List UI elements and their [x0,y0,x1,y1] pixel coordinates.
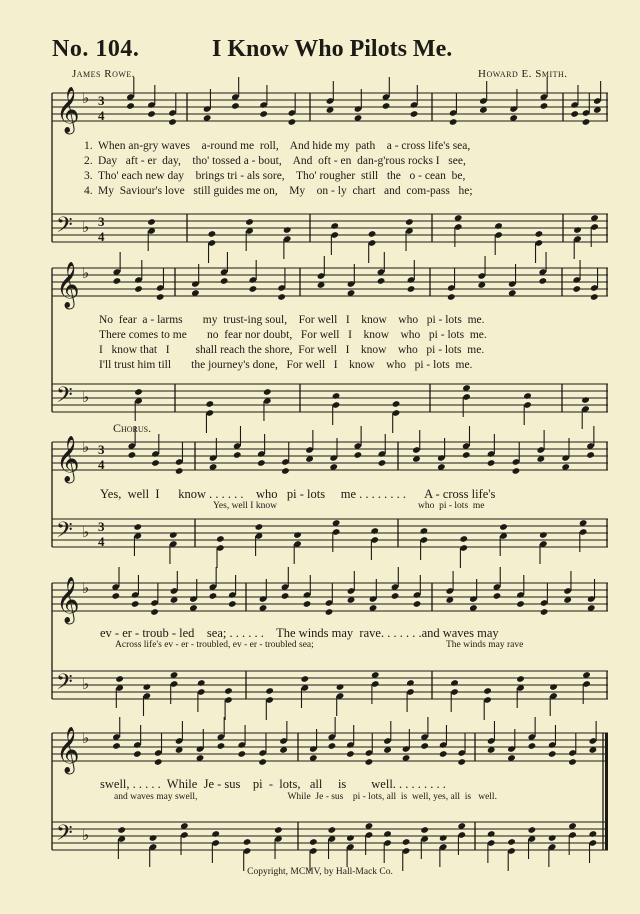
system-5-treble-notehead [548,750,557,758]
system-5-treble-notehead [346,750,355,758]
system-1-treble-notehead [449,118,458,126]
system-3-treble-flat: ♭ [82,438,90,456]
system-5-bass-notehead [149,834,158,842]
system-2-bass-notehead [134,388,143,396]
system-4-bass-flat: ♭ [82,675,90,693]
system-4-treble-notehead [209,592,218,600]
system-3-treble-notehead [233,451,242,459]
system-1-treble-flat: ♭ [82,89,90,107]
system-1-bass-notehead [147,218,156,226]
system-2-treble-notehead [590,293,599,301]
system-3-bass-notehead [255,523,264,531]
system-5-bass-clef: 𝄢 [56,821,73,851]
system-4-treble-notehead [516,600,525,608]
system-3-bass-notehead [216,535,225,543]
system-3-treble-notehead [151,459,160,467]
system-1-bass-flat: ♭ [82,218,90,236]
system-1-treble-notehead [259,110,268,118]
system-4-bass-notehead [142,683,151,691]
verse-1-line-1: 1. When an-gry waves a-round me roll, And hide my path a - cross life's sea, [84,140,471,152]
system-3-treble-clef: 𝄞 [56,436,80,482]
system-4-bass-notehead [406,679,415,687]
system-2-treble-notehead [134,285,143,293]
system-5-bass-notehead [420,826,429,834]
system-2-treble-notehead [156,293,165,301]
system-4-treble-notehead [413,600,422,608]
system-5-bass-notehead [328,826,337,834]
system-4-bass-notehead [224,687,233,695]
system-2-treble-notehead [249,285,258,293]
system-1-treble-notehead [382,102,391,110]
verse-3-line-1: 3. Tho' each new day brings tri - als sore, Tho' rougher still the o - cean be, [84,170,466,182]
system-2-treble-notehead [447,293,456,301]
system-1-bass-notehead [245,218,254,226]
system-2-treble-notehead [377,277,386,285]
system-3-treble-notehead [487,459,496,467]
verse-2-line-1: 2. Day aft - er day, tho' tossed a - bout, And oft - en dan-g'rous rocks I see, [84,155,466,167]
system-3-bass-notehead [169,531,178,539]
chorus-line-2-sub-b: The winds may rave [446,640,524,650]
system-5-treble-flat: ♭ [82,729,90,747]
system-5-bass-notehead [117,826,126,834]
system-5-treble-notehead [420,742,429,750]
system-4-treble-notehead [493,592,502,600]
system-5-treble-notehead [112,742,121,750]
chorus-line-2: ev - er - troub - led sea; . . . . . . The winds may rave. . . . . . .and waves may [100,626,499,640]
system-4-treble-notehead [325,608,334,616]
system-5-treble-notehead [154,758,163,766]
system-1-bass-notehead [208,230,217,238]
system-4-treble-notehead [391,592,400,600]
chorus-line-1-sub-b: who pi - lots me [418,501,485,511]
system-4-treble-notehead [131,600,140,608]
system-4-treble-notehead [150,608,159,616]
verse-4-line-2: I'll trust him till the journey's done, For well I know who pi - lots me. [99,359,473,371]
system-3-treble-time-bottom: 4 [98,457,105,472]
system-1-treble-notehead [288,118,297,126]
system-1-bass-notehead [494,222,503,230]
system-3-bass-time-bottom: 4 [98,534,105,549]
system-2-treble-notehead [538,277,547,285]
system-4-bass-notehead [450,679,459,687]
system-3-bass-clef: 𝄢 [56,518,73,548]
system-1-bass-notehead [283,226,292,234]
system-4-treble-clef: 𝄞 [56,577,80,623]
system-1-bass-clef: 𝄢 [56,213,73,243]
system-2-bass-flat: ♭ [82,388,90,406]
system-5-bass-notehead [383,830,392,838]
system-4-bass-notehead [115,675,124,683]
system-1-bass-notehead [368,230,377,238]
copyright-notice: Copyright, MCMV, by Hall-Mack Co. [247,867,393,877]
system-1-treble-notehead [410,110,419,118]
system-3-treble-notehead [128,451,137,459]
system-5-bass-notehead [589,830,598,838]
hymn-number: No. 104. [52,36,140,62]
system-3-bass-flat: ♭ [82,523,90,541]
composer-credit: Howard E. Smith. [478,68,568,80]
system-1-treble-clef: 𝄞 [56,87,80,133]
system-1-treble-notehead [582,118,591,126]
system-4-bass-notehead [197,679,206,687]
system-5-treble-notehead [528,742,537,750]
system-3-treble-notehead [378,459,387,467]
system-5-bass-notehead [439,834,448,842]
system-4-treble-notehead [281,592,290,600]
system-2-bass-notehead [581,396,590,404]
system-5-treble-notehead [258,758,267,766]
system-5-treble-notehead [457,758,466,766]
system-5-bass-notehead [309,838,318,846]
system-1-bass-time-bottom: 4 [98,229,105,244]
system-2-bass-clef: 𝄢 [56,383,73,413]
system-1-treble-notehead [570,110,579,118]
system-1-bass-notehead [330,222,339,230]
system-5-bass-notehead [487,830,496,838]
system-1-treble-time-top: 3 [98,93,105,108]
system-4-bass-clef: 𝄢 [56,670,73,700]
system-5-bass-notehead [402,838,411,846]
system-2-treble-notehead [572,285,581,293]
verse-1-line-2: No fear a - larms my trust-ing soul, For well I know who pi - lots me. [99,314,485,326]
verse-4-line-1: 4. My Saviour's love still guides me on, My on - ly chart and com-pass he; [84,185,473,197]
system-5-bass-notehead [346,834,355,842]
system-2-treble-notehead [220,277,229,285]
system-4-treble-notehead [540,608,549,616]
system-1-bass-notehead [535,230,544,238]
final-barline-thick [605,733,608,850]
system-3-treble-notehead [462,451,471,459]
system-3-treble-notehead [281,467,290,475]
system-3-treble-time-top: 3 [98,442,105,457]
system-1-bass-time-top: 3 [98,214,105,229]
system-2-treble-notehead [277,293,286,301]
lyricist-credit: James Rowe. [72,68,136,80]
system-5-bass-notehead [528,826,537,834]
system-5-bass-notehead [507,838,516,846]
system-2-treble-flat: ♭ [82,264,90,282]
system-4-treble-notehead [303,600,312,608]
system-1-treble-notehead [168,118,177,126]
system-3-bass-notehead [133,523,142,531]
system-5-treble-notehead [439,750,448,758]
system-2-bass-notehead [523,392,532,400]
system-2-bass-notehead [263,388,272,396]
system-4-bass-notehead [549,683,558,691]
system-4-treble-notehead [111,592,120,600]
system-3-bass-time-top: 3 [98,519,105,534]
chorus-line-3: swell, . . . . . While Je - sus pi - lots, all is well. . . . . . . . . [100,777,446,791]
system-5-treble-notehead [133,750,142,758]
chorus-line-2-sub-a: Across life's ev - er - troubled, ev - er - troubled sea; [115,640,314,650]
system-2-bass-notehead [332,392,341,400]
system-3-bass-notehead [370,527,379,535]
system-5-treble-clef: 𝄞 [56,727,80,773]
chorus-line-1: Yes, well I know . . . . . . who pi - lots me . . . . . . . . A - cross life's [100,487,496,501]
system-1-bass-notehead [573,226,582,234]
system-3-treble-notehead [586,451,595,459]
system-1-treble-notehead [147,110,156,118]
system-5-treble-notehead [217,742,226,750]
system-3-treble-notehead [257,459,266,467]
system-3-bass-notehead [499,523,508,531]
system-2-bass-notehead [205,400,214,408]
system-5-treble-notehead [328,742,337,750]
system-5-bass-notehead [274,826,283,834]
chorus-label: Chorus. [113,421,152,435]
system-5-treble-notehead [568,758,577,766]
system-3-treble-notehead [175,467,184,475]
system-5-bass-notehead [548,834,557,842]
system-4-bass-notehead [265,687,274,695]
system-5-treble-notehead [237,750,246,758]
system-2-bass-notehead [392,400,401,408]
system-5-bass-notehead [211,830,220,838]
system-1-treble-notehead [231,102,240,110]
system-1-treble-notehead [540,102,549,110]
chorus-line-1-sub-a: Yes, well I know [213,501,277,511]
system-3-bass-notehead [539,531,548,539]
system-3-bass-notehead [293,531,302,539]
system-2-treble-notehead [113,277,122,285]
system-5-treble-notehead [365,758,374,766]
verse-2-line-2: There comes to me no fear nor doubt, For well I know who pi - lots me. [99,329,487,341]
system-3-treble-notehead [354,451,363,459]
system-3-bass-notehead [420,527,429,535]
system-4-treble-notehead [228,600,237,608]
system-5-bass-flat: ♭ [82,826,90,844]
system-1-treble-notehead [126,102,135,110]
verse-3-line-2: I know that I shall reach the shore, For well I know who pi - lots me. [99,344,485,356]
system-4-bass-notehead [483,687,492,695]
hymn-title: I Know Who Pilots Me. [212,36,453,62]
system-1-bass-notehead [405,218,414,226]
system-1-treble-time-bottom: 4 [98,108,105,123]
system-4-bass-notehead [336,683,345,691]
system-4-bass-notehead [516,675,525,683]
system-4-bass-notehead [300,675,309,683]
system-2-treble-clef: 𝄞 [56,262,80,308]
system-4-treble-flat: ♭ [82,579,90,597]
chorus-line-3-sub: and waves may swell, While Je - sus pi - lots, all is well, yes, all is well. [114,792,497,802]
system-2-treble-notehead [407,285,416,293]
system-5-bass-notehead [243,838,252,846]
system-3-treble-notehead [512,467,521,475]
system-3-bass-notehead [459,535,468,543]
